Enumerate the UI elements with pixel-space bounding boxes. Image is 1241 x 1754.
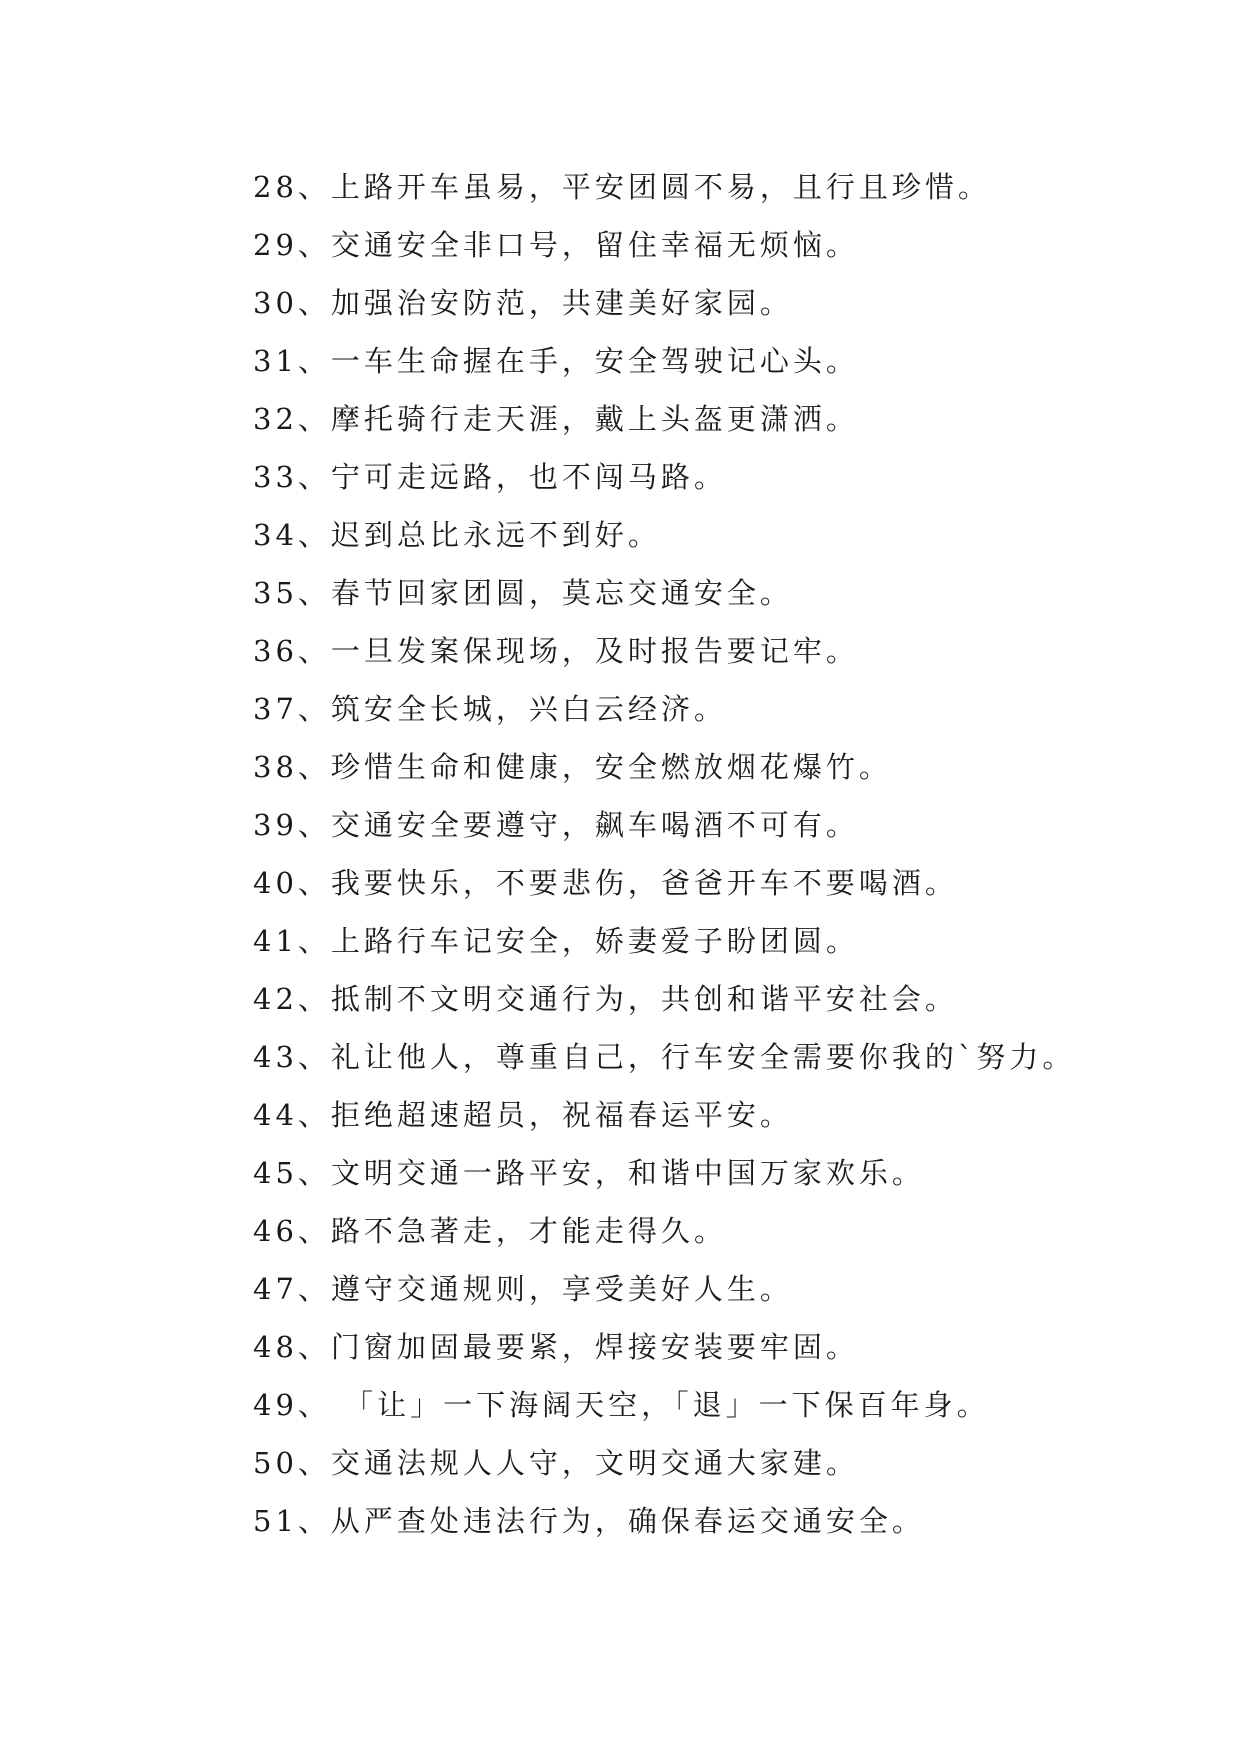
list-item: 40、我要快乐，不要悲伤，爸爸开车不要喝酒。 — [253, 866, 958, 900]
list-item: 29、交通安全非口号，留住幸福无烦恼。 — [253, 228, 859, 262]
list-item: 43、礼让他人，尊重自己，行车安全需要你我的`努力。 — [253, 1040, 1076, 1074]
list-item: 28、上路开车虽易，平安团圆不易，且行且珍惜。 — [253, 170, 991, 204]
list-item: 47、遵守交通规则，享受美好人生。 — [253, 1272, 793, 1306]
list-item: 30、加强治安防范，共建美好家园。 — [253, 286, 793, 320]
list-item: 35、春节回家团圆，莫忘交通安全。 — [253, 576, 793, 610]
list-item: 51、从严查处违法行为，确保春运交通安全。 — [253, 1504, 925, 1538]
list-item: 41、上路行车记安全，娇妻爱子盼团圆。 — [253, 924, 859, 958]
list-item: 38、珍惜生命和健康，安全燃放烟花爆竹。 — [253, 750, 892, 784]
slogan-list — [253, 158, 1213, 1550]
list-item: 48、门窗加固最要紧，焊接安装要牢固。 — [253, 1330, 859, 1364]
list-item: 46、路不急著走，才能走得久。 — [253, 1214, 727, 1248]
list-item: 49、 「让」一下海阔天空，「退」一下保百年身。 — [253, 1388, 990, 1422]
list-item: 32、摩托骑行走天涯，戴上头盔更潇洒。 — [253, 402, 859, 436]
list-item: 31、一车生命握在手，安全驾驶记心头。 — [253, 344, 859, 378]
list-item: 34、迟到总比永远不到好。 — [253, 518, 661, 552]
list-item: 50、交通法规人人守，文明交通大家建。 — [253, 1446, 859, 1480]
list-item: 44、拒绝超速超员，祝福春运平安。 — [253, 1098, 793, 1132]
list-item: 37、筑安全长城，兴白云经济。 — [253, 692, 727, 726]
list-item: 45、文明交通一路平安，和谐中国万家欢乐。 — [253, 1156, 925, 1190]
list-item: 33、宁可走远路，也不闯马路。 — [253, 460, 727, 494]
list-item: 39、交通安全要遵守，飙车喝酒不可有。 — [253, 808, 859, 842]
list-item: 36、一旦发案保现场，及时报告要记牢。 — [253, 634, 859, 668]
list-item: 42、抵制不文明交通行为，共创和谐平安社会。 — [253, 982, 958, 1016]
